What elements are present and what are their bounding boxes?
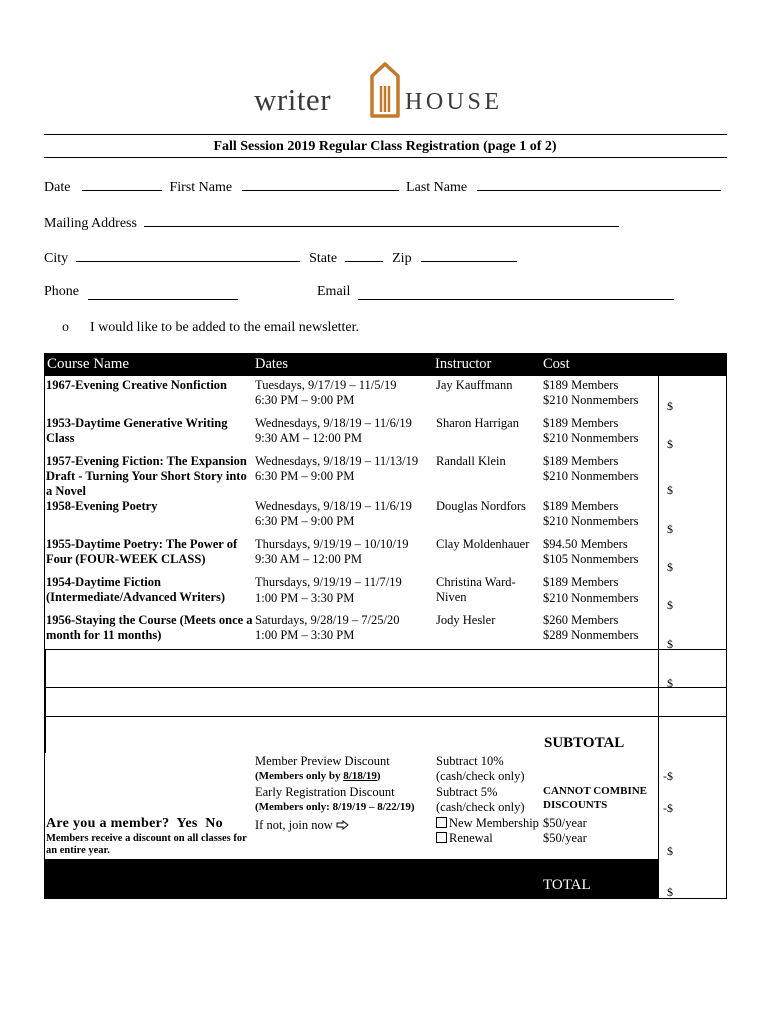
date-row bbox=[44, 177, 721, 196]
amount-field[interactable]: $ bbox=[667, 522, 673, 536]
renewal-option[interactable]: Renewal bbox=[436, 831, 493, 846]
renewal-checkbox[interactable] bbox=[436, 832, 447, 843]
course-name: 1953-Daytime Generative Writing Class bbox=[46, 416, 228, 445]
new-membership-checkbox[interactable] bbox=[436, 817, 447, 828]
cost-members: $189 Members bbox=[543, 575, 619, 589]
course-time: 6:30 PM – 9:00 PM bbox=[255, 514, 355, 528]
course-date: Wednesdays, 9/18/19 – 11/6/19 bbox=[255, 499, 412, 513]
join-now-link[interactable]: If not, join now bbox=[255, 818, 349, 833]
row-divider bbox=[45, 716, 726, 717]
phone-label: Phone bbox=[44, 284, 79, 299]
cost-nonmembers: $210 Nonmembers bbox=[543, 514, 639, 528]
header-instructor: Instructor bbox=[435, 356, 492, 372]
header-dates: Dates bbox=[255, 356, 289, 372]
course-time: 1:00 PM – 3:30 PM bbox=[255, 628, 355, 642]
cannot-combine-note-2: DISCOUNTS bbox=[543, 799, 608, 811]
mailing-label: Mailing Address bbox=[44, 216, 137, 231]
arrow-right-icon bbox=[336, 820, 349, 830]
course-date: Tuesdays, 9/17/19 – 11/5/19 bbox=[255, 378, 397, 392]
course-time: 6:30 PM – 9:00 PM bbox=[255, 469, 355, 483]
discount-amount-field[interactable]: -$ bbox=[663, 769, 673, 783]
new-membership-option[interactable]: New Membership bbox=[436, 816, 539, 831]
early-registration-note: (Members only: 8/19/19 – 8/22/19) bbox=[255, 801, 415, 813]
course-name: 1954-Daytime Fiction (Intermediate/Advanced Writers) bbox=[46, 575, 226, 604]
page-title: Fall Session 2019 Regular Class Registration (page 1 of 2) bbox=[213, 139, 557, 154]
discount-amount-field[interactable]: -$ bbox=[663, 801, 673, 815]
course-instructor: Clay Moldenhauer bbox=[436, 537, 530, 551]
course-name: 1956-Staying the Course (Meets once a month for 11 months) bbox=[46, 613, 253, 642]
course-time: 9:30 AM – 12:00 PM bbox=[255, 431, 362, 445]
newsletter-checkbox[interactable]: o bbox=[62, 320, 69, 335]
table-header bbox=[45, 354, 726, 376]
amount-field[interactable]: $ bbox=[667, 560, 673, 574]
date-field[interactable] bbox=[82, 177, 162, 191]
member-benefit-note: Members receive a discount on all classes for an entire year. bbox=[46, 833, 247, 856]
writerhouse-logo bbox=[254, 62, 520, 122]
cost-nonmembers: $210 Nonmembers bbox=[543, 469, 639, 483]
state-label: State bbox=[309, 251, 338, 266]
total-column-divider bbox=[658, 859, 659, 899]
cost-members: $189 Members bbox=[543, 454, 619, 468]
cost-nonmembers: $210 Nonmembers bbox=[543, 591, 639, 605]
subtract-5: Subtract 5% bbox=[436, 785, 498, 799]
course-name: 1957-Evening Fiction: The Expansion Draft - Turning Your Short Story into a Novel bbox=[46, 454, 247, 498]
amount-field[interactable]: $ bbox=[667, 637, 673, 651]
subtotal-label: SUBTOTAL bbox=[544, 735, 625, 751]
cost-nonmembers: $289 Nonmembers bbox=[543, 628, 639, 642]
mailing-field[interactable] bbox=[144, 213, 619, 227]
last-name-label: Last Name bbox=[406, 180, 468, 195]
city-field[interactable] bbox=[76, 248, 300, 262]
course-name: 1958-Evening Poetry bbox=[46, 499, 158, 513]
zip-label: Zip bbox=[392, 251, 412, 266]
cost-members: $260 Members bbox=[543, 613, 619, 627]
subtract-10: Subtract 10% bbox=[436, 754, 504, 768]
row-divider bbox=[45, 649, 726, 650]
email-label: Email bbox=[317, 284, 351, 299]
top-rule bbox=[44, 134, 727, 135]
total-amount-field[interactable]: $ bbox=[667, 885, 673, 899]
cost-members: $189 Members bbox=[543, 416, 619, 430]
registration-table bbox=[44, 353, 727, 899]
course-name: 1955-Daytime Poetry: The Power of Four (FOUR-WEEK CLASS) bbox=[46, 537, 238, 566]
cost-members: $189 Members bbox=[543, 378, 619, 392]
cannot-combine-note: CANNOT COMBINE bbox=[543, 785, 648, 797]
mailing-row bbox=[44, 213, 619, 232]
subtract-10-note: (cash/check only) bbox=[436, 769, 525, 783]
course-date: Thursdays, 9/19/19 – 10/10/19 bbox=[255, 537, 409, 551]
course-instructor: Randall Klein bbox=[436, 454, 506, 468]
member-preview-discount: Member Preview Discount bbox=[255, 754, 390, 768]
city-label: City bbox=[44, 251, 69, 266]
member-preview-note: (Members only by 8/18/19) bbox=[255, 770, 381, 782]
state-field[interactable] bbox=[345, 248, 383, 262]
course-date: Wednesdays, 9/18/19 – 11/6/19 bbox=[255, 416, 412, 430]
total-label: TOTAL bbox=[543, 877, 591, 893]
member-no-option[interactable]: No bbox=[205, 816, 223, 831]
logo-text-writer: writer bbox=[254, 82, 332, 117]
header-course: Course Name bbox=[47, 356, 130, 372]
early-registration-discount: Early Registration Discount bbox=[255, 785, 395, 799]
course-instructor: Jay Kauffmann bbox=[436, 378, 513, 392]
first-name-label: First Name bbox=[169, 180, 233, 195]
course-time: 1:00 PM – 3:30 PM bbox=[255, 591, 355, 605]
newsletter-label: I would like to be added to the email newsletter. bbox=[90, 320, 360, 335]
logo-text-house: HOUSE bbox=[405, 89, 503, 115]
cost-members: $189 Members bbox=[543, 499, 619, 513]
cost-nonmembers: $210 Nonmembers bbox=[543, 393, 639, 407]
course-date: Wednesdays, 9/18/19 – 11/13/19 bbox=[255, 454, 419, 468]
cost-members: $94.50 Members bbox=[543, 537, 628, 551]
member-question: Are you a member? Yes No bbox=[46, 816, 223, 831]
city-row bbox=[44, 248, 517, 267]
title-rule bbox=[44, 157, 727, 158]
course-instructor: Douglas Nordfors bbox=[436, 499, 526, 513]
renewal-price: $50/year bbox=[543, 831, 587, 845]
course-instructor: Christina Ward-Niven bbox=[436, 575, 516, 604]
new-membership-price: $50/year bbox=[543, 816, 587, 830]
email-field[interactable] bbox=[358, 286, 674, 300]
amount-field[interactable]: $ bbox=[667, 437, 673, 451]
course-instructor: Jody Hesler bbox=[436, 613, 496, 627]
course-time: 9:30 AM – 12:00 PM bbox=[255, 552, 362, 566]
subtract-5-note: (cash/check only) bbox=[436, 800, 525, 814]
amount-field[interactable]: $ bbox=[667, 676, 673, 690]
amount-field[interactable]: $ bbox=[667, 483, 673, 497]
phone-field[interactable] bbox=[88, 286, 238, 300]
header-cost: Cost bbox=[543, 356, 570, 372]
row-divider bbox=[45, 687, 726, 688]
logo-building-icon bbox=[368, 62, 402, 118]
cost-nonmembers: $105 Nonmembers bbox=[543, 552, 639, 566]
member-yes-option[interactable]: Yes bbox=[176, 816, 198, 831]
amount-field[interactable]: $ bbox=[667, 598, 673, 612]
first-name-field[interactable] bbox=[242, 177, 399, 191]
course-time: 6:30 PM – 9:00 PM bbox=[255, 393, 355, 407]
course-name: 1967-Evening Creative Nonfiction bbox=[46, 378, 228, 392]
zip-field[interactable] bbox=[421, 248, 517, 262]
blank-row-border bbox=[45, 649, 46, 753]
course-date: Saturdays, 9/28/19 – 7/25/20 bbox=[255, 613, 400, 627]
amount-column-divider bbox=[658, 376, 659, 859]
last-name-field[interactable] bbox=[477, 177, 721, 191]
amount-field[interactable]: $ bbox=[667, 399, 673, 413]
date-label: Date bbox=[44, 180, 71, 195]
cost-nonmembers: $210 Nonmembers bbox=[543, 431, 639, 445]
membership-amount-field[interactable]: $ bbox=[667, 844, 673, 858]
course-instructor: Sharon Harrigan bbox=[436, 416, 519, 430]
course-date: Thursdays, 9/19/19 – 11/7/19 bbox=[255, 575, 402, 589]
